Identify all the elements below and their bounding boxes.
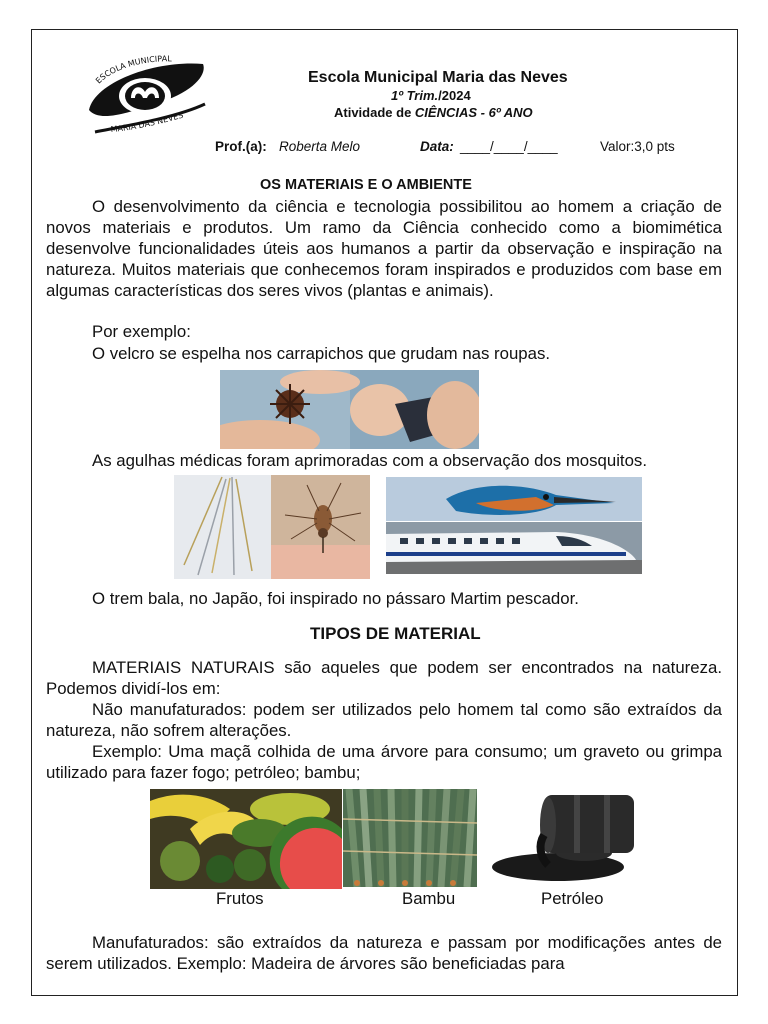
section-title-materiais: OS MATERIAIS E O AMBIENTE [260,177,472,193]
prof-label: Prof.(a): [215,139,267,154]
manufaturados-paragraph: Manufaturados: são extraídos da natureza e passam por modificações antes de serem utilizados. Exemplo: Madeira de árvores são beneficiadas para [46,933,722,973]
activity-subject: CIÊNCIAS - 6º ANO [414,105,533,120]
term-ordinal: 1º Trim. [391,88,439,103]
medical-needles-image [174,475,271,579]
mosquito-image [271,475,370,579]
school-logo [85,52,209,138]
bullet-train-image [386,522,642,574]
term [391,88,471,103]
logo-text-bottom: MARIA DAS NEVES [110,110,185,135]
needles-text: As agulhas médicas foram aprimoradas com a observação dos mosquitos. [92,451,647,470]
caption-frutos: Frutos [216,889,264,908]
nao-manufaturados-paragraph: Não manufaturados: podem ser utilizados pelo homem tal como são extraídos da natureza, não sofrem alterações. [46,700,722,740]
activity-prefix: Atividade de [334,105,415,120]
velcro-burr-image [220,370,479,449]
kingfisher-image [386,477,642,521]
activity-title [334,105,533,120]
fruits-image [150,789,342,889]
school-name: Escola Municipal Maria das Neves [308,69,568,86]
velcro-text: O velcro se espelha nos carrapichos que grudam nas roupas. [92,344,551,363]
train-text: O trem bala, no Japão, foi inspirado no pássaro Martim pescador. [92,589,579,608]
petroleum-image [488,795,656,885]
term-year: /2024 [438,88,471,103]
date-label: Data: [420,139,454,154]
caption-petroleo: Petróleo [541,889,604,908]
example-label: Por exemplo: [92,322,191,341]
valor-label: Valor:3,0 pts [600,139,675,154]
intro-paragraph: O desenvolvimento da ciência e tecnologia possibilitou ao homem a criação de novos materiais e produtos. Um ramo da Ciência conhecido como a biomimética desenvolve funcionalidades úteis aos humanos a partir da observação e inspiração na natureza. Muitos materiais que conhecemos foram inspirados e produzidos com base em algumas características dos seres vivos (plantas e animais). [46,197,722,300]
prof-name: Roberta Melo [279,139,361,154]
naturais-paragraph: MATERIAIS NATURAIS são aqueles que podem ser encontrados na natureza. Podemos dividí-los em: [46,658,722,698]
exemplo-paragraph: Exemplo: Uma maçã colhida de uma árvore para consumo; um graveto ou grimpa utilizado para fazer fogo; petróleo; bambu; [46,742,722,782]
section-title-tipos: TIPOS DE MATERIAL [310,624,481,643]
logo-text-top: ESCOLA MUNICIPAL [94,54,172,86]
date-field[interactable]: ____/____/____ [460,139,558,154]
bamboo-image [343,789,477,887]
caption-bambu: Bambu [402,889,456,908]
